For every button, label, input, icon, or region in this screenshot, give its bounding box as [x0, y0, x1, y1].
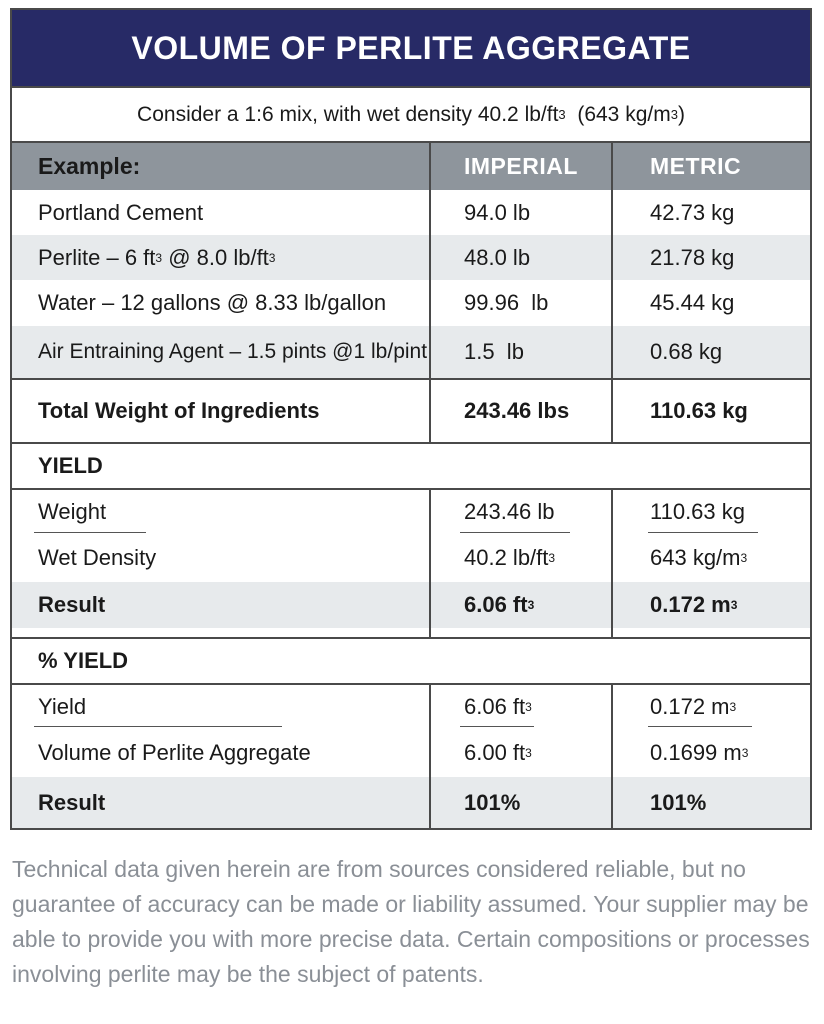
ingredient-name-part-a: Perlite – 6 ft: [38, 244, 156, 270]
header-example: Example:: [38, 153, 141, 179]
ingredient-name: Water – 12 gallons @ 8.33 lb/gallon: [38, 290, 387, 315]
column-divider: [611, 488, 613, 637]
subtitle-text-mid: (643 kg/m: [565, 102, 671, 126]
ingredient-name: Portland Cement: [38, 199, 204, 225]
yield-weight-row: [12, 490, 810, 534]
total-label: Total Weight of Ingredients: [38, 398, 320, 423]
ingredient-imperial: 48.0 lb: [464, 244, 531, 270]
ingredient-row: [12, 235, 810, 280]
weight-label: Weight: [38, 499, 107, 524]
ingredient-metric: 21.78 kg: [650, 244, 735, 270]
ingredient-row: [12, 280, 810, 326]
wet-density-metric: 643 kg/m 3: [650, 545, 748, 570]
pct-yield-label: Yield: [38, 694, 87, 719]
fraction-line: [648, 532, 758, 533]
column-divider: [429, 141, 431, 442]
volume-label: Volume of Perlite Aggregate: [38, 740, 311, 765]
yield-result-label: Result: [38, 592, 106, 617]
fraction-line: [648, 726, 752, 727]
ingredient-metric: 42.73 kg: [650, 199, 735, 225]
total-row: [12, 380, 810, 442]
fraction-line: [34, 726, 282, 727]
fraction-line: [34, 532, 146, 533]
yield-result-row: [12, 582, 810, 628]
yield-result-imperial: 6.06 ft 3: [464, 592, 535, 617]
column-divider: [611, 141, 613, 442]
volume-imperial: 6.00 ft 3: [464, 740, 532, 765]
header-metric: METRIC: [650, 153, 742, 179]
pct-yield-metric: 0.172 m 3: [650, 694, 737, 719]
pct-yield-heading-row: [12, 639, 810, 683]
table-title: VOLUME OF PERLITE AGGREGATE: [12, 10, 810, 86]
header-imperial: IMPERIAL: [464, 153, 578, 179]
pct-result-imperial: 101%: [464, 789, 521, 815]
yield-result-metric-value: 0.172 m: [650, 592, 731, 617]
wet-density-metric-value: 643 kg/m: [650, 545, 741, 570]
fraction-line: [460, 532, 570, 533]
ingredient-imperial: 94.0 lb: [464, 199, 531, 225]
ingredient-metric: 0.68 kg: [650, 339, 723, 364]
subtitle-text-before: Consider a 1:6 mix, with wet density 40.2 lb/ft: [137, 102, 559, 126]
wet-density-label: Wet Density: [38, 545, 157, 570]
volume-imperial-value: 6.00 ft: [464, 740, 526, 765]
volume-metric-value: 0.1699 m: [650, 740, 742, 765]
perlite-volume-table: [10, 8, 812, 830]
pct-yield-imperial: 6.06 ft 3: [464, 694, 532, 719]
column-divider: [429, 488, 431, 637]
pct-result-metric: 101%: [650, 789, 707, 815]
ingredient-name-part-b: @ 8.0 lb/ft: [162, 244, 269, 270]
column-divider: [611, 683, 613, 828]
column-divider: [429, 683, 431, 828]
pct-yield-imperial-value: 6.06 ft: [464, 694, 526, 719]
ingredient-metric: 45.44 kg: [650, 290, 735, 315]
ingredient-row: [12, 326, 810, 378]
wet-density-imperial: 40.2 lb/ft 3: [464, 545, 556, 570]
yield-wet-density-row: [12, 534, 810, 582]
fraction-line: [460, 726, 534, 727]
pct-yield-volume-row: [12, 729, 810, 777]
subtitle-text-after: ): [677, 102, 685, 126]
pct-yield-yield-row: [12, 685, 810, 729]
total-metric: 110.63 kg: [650, 398, 748, 423]
yield-heading-row: [12, 444, 810, 488]
wet-density-imperial-value: 40.2 lb/ft: [464, 545, 549, 570]
volume-metric: 0.1699 m 3: [650, 740, 749, 765]
yield-heading: YIELD: [38, 453, 103, 478]
pct-yield-metric-value: 0.172 m: [650, 694, 730, 719]
weight-imperial: 243.46 lb: [464, 499, 555, 524]
yield-result-metric: 0.172 m 3: [650, 592, 738, 617]
disclaimer-text: Technical data given herein are from sources considered reliable, but no guarantee of accuracy can be made or liability assumed. Your supplier may be able to provide you with more precise data. Certain compositions or processes involving perlite may be the subject of patents.: [12, 856, 810, 987]
weight-metric: 110.63 kg: [650, 499, 746, 524]
yield-result-imperial-value: 6.06 ft: [464, 592, 528, 617]
ingredient-name: Air Entraining Agent – 1.5 pints @1 lb/pint: [38, 340, 428, 363]
ingredient-row: [12, 190, 810, 235]
pct-yield-heading: % YIELD: [38, 648, 129, 673]
ingredient-imperial: 1.5 lb: [464, 339, 524, 364]
pct-yield-result-row: [12, 777, 810, 828]
column-header-row: [12, 141, 810, 190]
table-subtitle: Consider a 1:6 mix, with wet density 40.2 lb/ft 3 (643 kg/m 3 ): [12, 86, 810, 141]
ingredient-name: Perlite – 6 ft 3 @ 8.0 lb/ft 3: [38, 244, 276, 270]
ingredient-imperial: 99.96 lb: [464, 290, 549, 315]
pct-result-label: Result: [38, 789, 106, 815]
total-imperial: 243.46 lbs: [464, 398, 570, 423]
